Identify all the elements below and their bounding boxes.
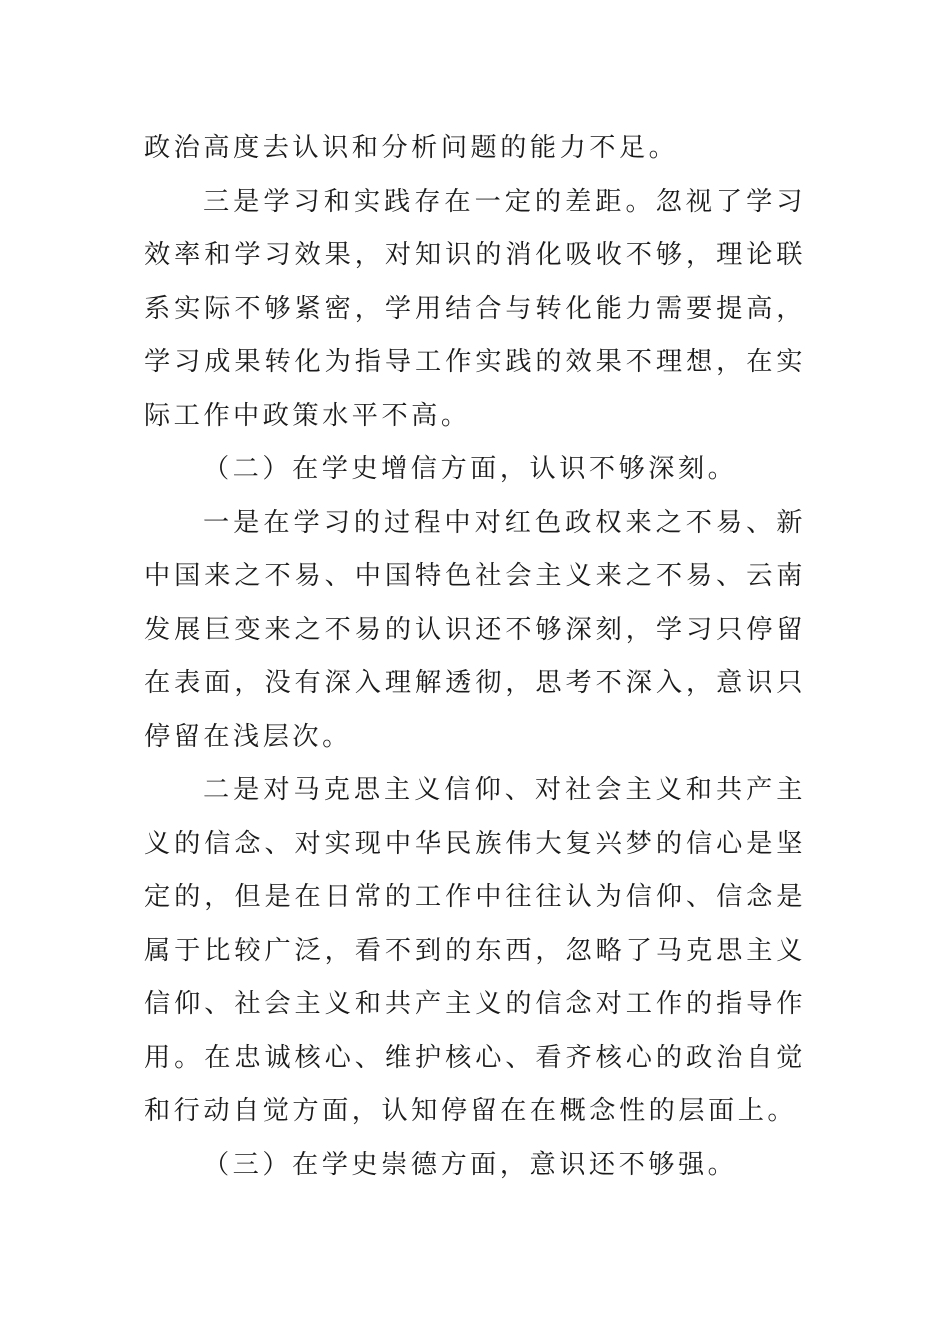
- document-body: [144, 122, 806, 1192]
- paragraph-point-three: 三是学习和实践存在一定的差距。忽视了学习效率和学习效果，对知识的消化吸收不够，理论联系实际不够紧密，学用结合与转化能力需要提高，学习成果转化为指导工作实践的效果不理想，在实际工作中政策水平不高。: [144, 186, 806, 431]
- paragraph-continuation: 政治高度去认识和分析问题的能力不足。: [144, 133, 679, 163]
- section-heading-two: （二）在学史增信方面，认识不够深刻。: [203, 454, 738, 484]
- paragraph-point-two: 二是对马克思主义信仰、对社会主义和共产主义的信念、对实现中华民族伟大复兴梦的信心是坚定的，但是在日常的工作中往往认为信仰、信念是属于比较广泛，看不到的东西，忽略了马克思主义信仰、社会主义和共产主义的信念对工作的指导作用。在忠诚核心、维护核心、看齐核心的政治自觉和行动自觉方面，认知停留在在概念性的层面上。: [144, 775, 806, 1126]
- paragraph-point-one: 一是在学习的过程中对红色政权来之不易、新中国来之不易、中国特色社会主义来之不易、云南发展巨变来之不易的认识还不够深刻，学习只停留在表面，没有深入理解透彻，思考不深入，意识只停留在浅层次。: [144, 507, 806, 752]
- section-heading-three: （三）在学史崇德方面，意识还不够强。: [203, 1149, 738, 1180]
